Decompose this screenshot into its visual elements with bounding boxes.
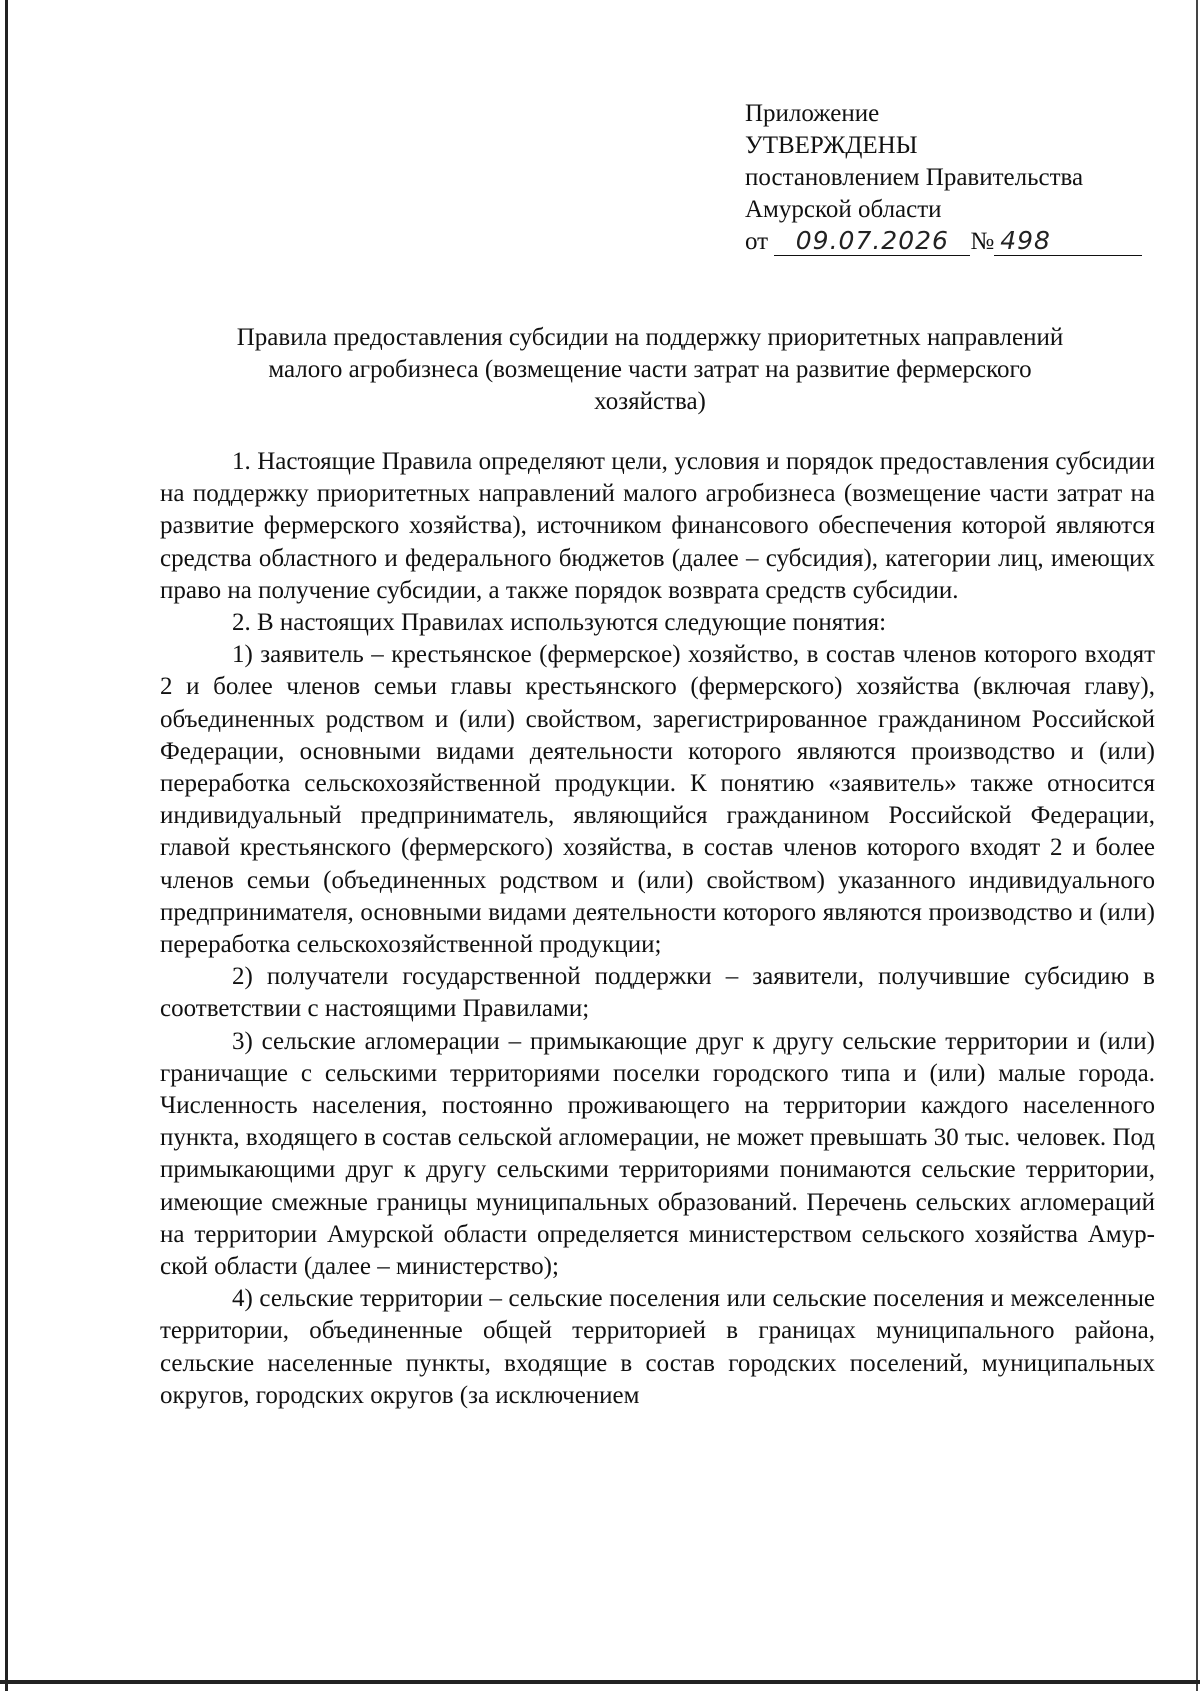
handwritten-date: 09.07.2026 — [795, 226, 949, 255]
approval-resolution-label: постановлением Правительства — [745, 164, 1084, 191]
document-body — [160, 446, 1155, 1412]
paragraph-definition-3: 3) сельские агломерации – примыкающие друг к другу сельские территории и (или) граничащие с сельскими территориями поселки городского типа и (или) малые города. Численность населения, постоянно проживающего на территории каждого населенного пункта, входящего в состав сельской агломерации, не может превышать 30 тыс. человек. Под примыкающими друг к другу сельскими территориями понимаются сельские территории, имеющие смежные границы муниципальных образований. Перечень сельских агломераций на территории Амурской области определяется министерством сельского хозяйства Амурской области (далее – министерство); — [160, 1027, 1155, 1281]
number-prefix: № — [970, 228, 995, 255]
date-prefix: от — [745, 228, 769, 255]
approval-appendix-label: Приложение — [745, 100, 880, 127]
date-field — [774, 228, 970, 256]
scan-left-border — [5, 0, 8, 1691]
title-line-3: хозяйства) — [594, 388, 706, 415]
paragraph-1: 1. Настоящие Правила определяют цели, условия и порядок предоставления субсидии на поддержку приоритетных направлений малого агробизнеса (возмещение части затрат на развитие фермерского хозяйства), источником финансового обеспечения которой являются средства областного и федерального бюджетов (далее – субсидия), категории лиц, имеющих право на получение субсидии, а также порядок возврата средств субсидии. — [160, 448, 1155, 604]
approval-stamp — [745, 98, 1165, 258]
document-title — [150, 322, 1150, 418]
title-line-1: Правила предоставления субсидии на поддержку приоритетных направлений — [236, 324, 1064, 351]
paragraph-definition-1: 1) заявитель – крестьянское (фермерское) хозяйство, в состав членов которого входят 2 и более членов семьи главы крестьянского (фермерского) хозяйства (включая главу), объединенных родством и (или) свойством, зарегистрированное гражданином Российской Федерации, основными видами деятельности которого являются производство и (или) переработка сельскохозяйственной продукции. К понятию «заявитель» также относится индивидуальный предприниматель, являющийся гражданином Российской Федерации, главой крестьянского (фермерского) хозяйства, в состав членов которого входят 2 и более членов семьи (объединенных родством и (или) свойством) указанного индивидуального предпринимателя, основными видами деятельности которого являются производство и (или) переработка сельскохозяйственной продукции; — [160, 641, 1155, 959]
number-field — [994, 228, 1142, 256]
paragraph-2: 2. В настоящих Правилах используются следующие понятия: — [232, 609, 887, 637]
approval-date-line — [745, 226, 1165, 258]
approval-region-label: Амурской области — [745, 196, 942, 223]
scan-bottom-border — [0, 1680, 1200, 1684]
handwritten-number: 498 — [1000, 226, 1051, 255]
approval-approved-label: УТВЕРЖДЕНЫ — [745, 132, 918, 159]
paragraph-definition-4: 4) сельские территории – сельские поселения или сельские поселения и межселенные территории, объединенные общей территорией в границах муниципального района, сельские населенные пункты, входящие в состав городских поселений, муниципальных округов, городских округов (за исключением — [160, 1285, 1155, 1409]
title-line-2: малого агробизнеса (возмещение части затрат на развитие фермерского — [268, 356, 1032, 383]
paragraph-definition-2: 2) получатели государственной поддержки – заявители, получившие субсидию в соответствии с настоящими Правилами; — [160, 963, 1155, 1023]
scan-right-border — [1196, 0, 1198, 1691]
